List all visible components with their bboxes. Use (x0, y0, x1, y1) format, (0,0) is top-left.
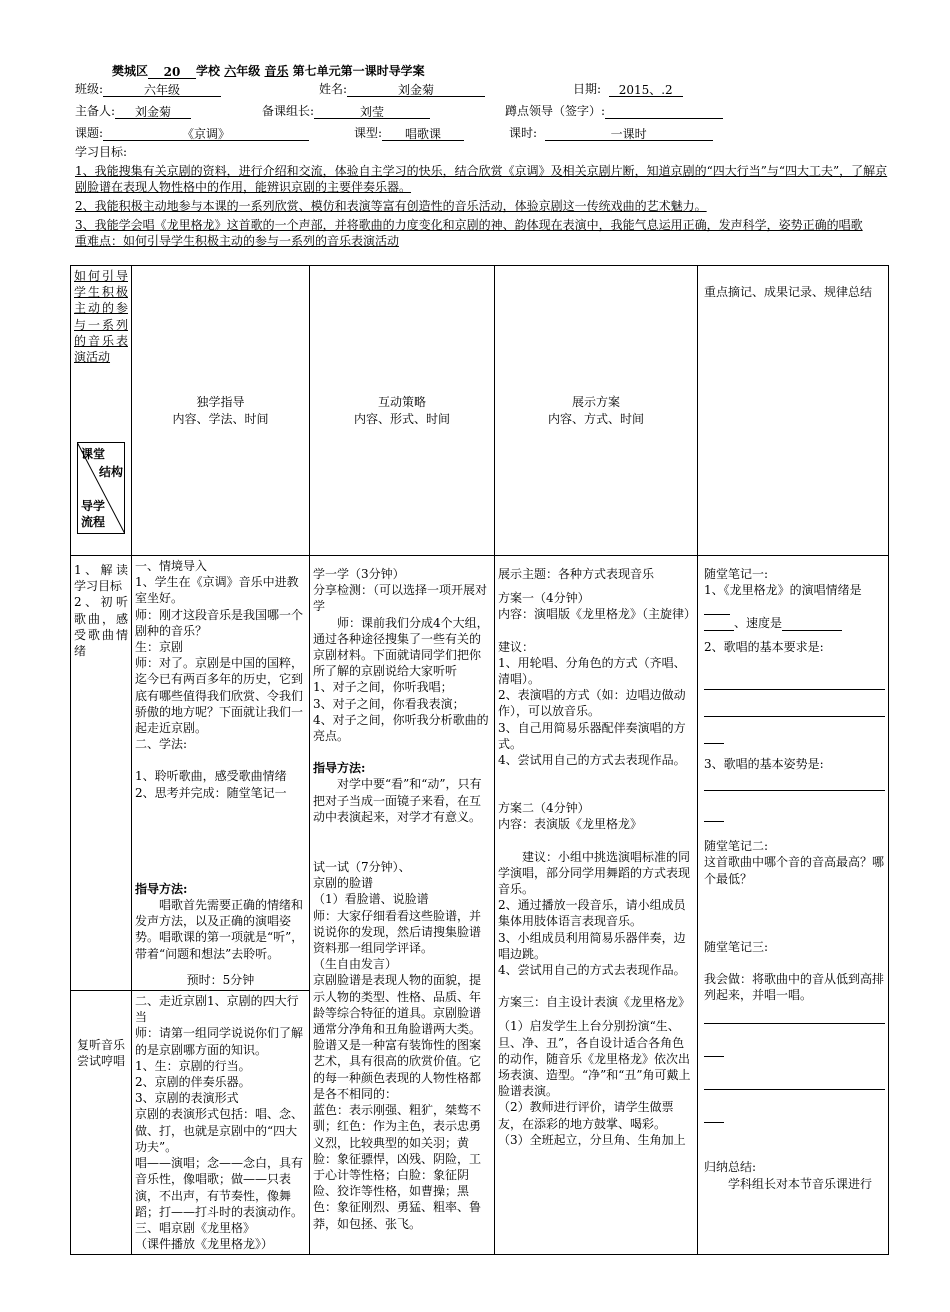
list-item: （生自由发言） (313, 957, 398, 972)
list-item: 4、尝试用自己的方式去表现作品。 (498, 753, 686, 768)
learning-objectives (75, 144, 895, 249)
self-study-subtitle: 内容、学法、时间 (172, 411, 269, 426)
presentation-list-a (498, 566, 697, 768)
notes-header-text: 重点摘记、成果记录、规律总结 (704, 285, 873, 299)
document-title (112, 63, 425, 79)
list-item: （1）启发学生上台分别扮演“生、旦、净、丑”，各自设计适合各角色的动作，随音乐《龙里格龙》依次出场表演、造型。“净”和“丑”角可戴上脸谱表演。 (498, 1019, 691, 1099)
interaction-list-b (313, 859, 491, 1232)
supervisor-label: 蹲点领导（签字）: (505, 104, 606, 118)
presentation-list-b (498, 800, 694, 1148)
class-label: 班级: (75, 82, 104, 96)
list-item: 3、小组成员利用简易乐器伴奏，边唱边跳。 (498, 930, 686, 961)
list-item: 3、自己用简易乐器配伴奏演唱的方式。 (498, 720, 686, 751)
corner-text: 如何引导学生积极主动的参与一系列的音乐表演活动 (74, 269, 128, 365)
answer-line[interactable] (704, 1042, 724, 1057)
list-item: 2、京剧的伴奏乐器。 (135, 1075, 251, 1090)
list-item: 二、走近京剧1、京剧的四大行当 (135, 994, 299, 1025)
unit-title: 第七单元第一课时导学案 (292, 64, 425, 78)
summary-text: 学科组长对本节音乐课进行 (728, 1176, 873, 1191)
list-item: 3、京剧的表演形式 (135, 1091, 239, 1106)
preparer-value: 刘金菊 (115, 104, 191, 119)
title-prefix: 樊城区 (112, 64, 149, 78)
list-item: 师：请第一组同学说说你们了解的是京剧哪方面的知识。 (135, 1026, 304, 1057)
row-2-label: 复听音乐尝试哼唱 (71, 991, 132, 1255)
answer-line[interactable] (704, 1009, 885, 1024)
corner-cell (71, 266, 132, 556)
answer-blank[interactable] (782, 616, 842, 631)
list-item: 1、生：京剧的行当。 (135, 1058, 251, 1073)
list-item (498, 582, 694, 590)
list-item: 2、表演唱的方式（如：边唱边做动作），可以放音乐。 (498, 688, 686, 719)
header-presentation (495, 266, 698, 556)
school-number: 20 (148, 64, 196, 79)
self-study-cell-1 (132, 556, 310, 991)
list-item: 内容：演唱版《龙里格龙》（主旋律） (498, 607, 697, 622)
list-item (135, 752, 306, 768)
name-value: 刘金菊 (347, 82, 485, 97)
hours-label: 课时: (509, 126, 538, 140)
type-label: 课型: (354, 126, 383, 140)
subject: 音乐 (264, 64, 289, 78)
corner-diagonal-box (77, 442, 125, 534)
note-1-question-2: 2、歌唱的基本要求是: (704, 639, 824, 654)
list-item: 一、情境导入 (135, 559, 208, 573)
note-1-question-3: 3、歌唱的基本姿势是: (704, 757, 824, 772)
interaction-list-a (313, 566, 491, 744)
list-item: 4、尝试用自己的方式去表现作品。 (498, 963, 686, 978)
interaction-title: 互动策略 (377, 395, 426, 410)
date-label: 日期: (573, 82, 602, 96)
supervisor-field (505, 103, 723, 119)
list-item: 内容：表演版《龙里格龙》 (498, 817, 643, 832)
hours-value: 一课时 (545, 126, 713, 141)
note-3-question: 我会做：将歌曲中的音从低到高排列起来，并唱一唱。 (704, 972, 885, 1003)
list-item: （1）看脸谱、说脸谱 (313, 892, 429, 907)
list-item (498, 833, 694, 849)
list-item: 3、对子之间，你看我表演； (313, 696, 465, 711)
list-item: 三、唱京剧《龙里格》 (135, 1220, 256, 1235)
list-item: 师：对了。京剧是中国的国粹，迄今已有两百多年的历史，它到底有哪些值得我们欣赏、令我们骄傲的地方呢？下面就让我们一起走近京剧。 (135, 656, 304, 736)
leader-label: 备课组长: (262, 104, 315, 118)
answer-line[interactable] (704, 675, 885, 690)
list-item: 展示主题：各种方式表现音乐 (498, 567, 655, 581)
presentation-subtitle: 内容、方式、时间 (547, 411, 644, 426)
date-field (573, 81, 683, 97)
note-1-label: 随堂笔记一: (704, 567, 769, 581)
interaction-guide-label: 指导方法: (313, 761, 366, 776)
list-item: 方案一（4分钟） (498, 591, 590, 606)
list-item: 二、学法: (135, 737, 188, 752)
note-2-label: 随堂笔记二: (704, 839, 769, 854)
list-item: 学一学（3分钟） (313, 567, 405, 581)
list-item: 1、用轮唱、分角色的方式（齐唱、清唱）。 (498, 655, 686, 687)
objective-3: 3、我能学会唱《龙里格龙》这首歌的一个声部，并将歌曲的力度变化和京剧的神、韵体现在表演中，我能气息运用正确，发声科学，姿势正确的唱歌 (75, 218, 863, 232)
topic-label: 课题: (75, 126, 104, 140)
supervisor-signature-line[interactable] (605, 104, 723, 119)
lesson-plan-table (70, 265, 889, 1255)
self-study-cell-2 (132, 991, 310, 1255)
list-item: 生：京剧 (135, 640, 184, 655)
leader-value: 刘莹 (314, 104, 430, 119)
row-1-label: 1、解读学习目标 2、初听歌曲，感受歌曲情绪 (71, 556, 132, 991)
interaction-cell (310, 556, 495, 1255)
corner-bottom-label-2: 流程 (81, 515, 106, 529)
answer-blank[interactable] (704, 600, 730, 615)
note-1-q1-text: 1、《龙里格龙》的演唱情绪是 (704, 583, 862, 598)
answer-line[interactable] (704, 776, 885, 791)
name-label: 姓名: (319, 82, 348, 96)
answer-line[interactable] (704, 702, 885, 717)
self-study-time: 预时：5分钟 (186, 972, 255, 987)
note-1-question-1 (704, 582, 885, 614)
answer-line[interactable] (704, 807, 724, 822)
corner-bottom-label-1: 导学 (81, 499, 106, 513)
list-item: （3）全班起立，分旦角、生角加上 (498, 1132, 686, 1147)
list-item: 试一试（7分钟）、 (313, 860, 411, 875)
list-item: 方案二（4分钟） (498, 801, 590, 816)
note-2-question: 这首歌曲中哪个音的音高最高？哪个最低？ (704, 855, 885, 886)
list-item: 京剧的表演形式包括：唱、念、做、打，也就是京剧中的“四大功夫”。 (135, 1107, 304, 1154)
leader-field (262, 103, 430, 119)
objective-1: 1、我能搜集有关京剧的资料，进行介绍和交流，体验自主学习的快乐，结合欣赏《京调》及相关京剧片断，知道京剧的“四大行当”与“四大工夫”，了解京剧脸谱在表现人物性格中的作用，能辨识京剧的主要伴奏乐器。 (75, 164, 888, 194)
list-item (498, 978, 694, 994)
interaction-guide-text: 对学中要“看”和“动”，只有把对子当成一面镜子来看，在互动中表演起来，对学才有意义。 (313, 777, 482, 824)
topic-field (75, 125, 309, 141)
interaction-subtitle: 内容、形式、时间 (353, 411, 450, 426)
list-item: 京剧的脸谱 (313, 876, 374, 891)
hours-field (509, 125, 713, 141)
answer-line[interactable] (704, 729, 724, 744)
corner-top-label: 课堂 (81, 447, 106, 461)
list-item: 建议： (498, 639, 535, 654)
note-1-q1b-text: 、速度是 (734, 615, 783, 630)
list-item: 师：大家仔细看看这些脸谱，并说说你的发现，然后请搜集脸谱资料那一组同学评译。 (313, 908, 482, 956)
list-item: 京剧脸谱是表现人物的面貌，提示人物的类型、性格、品质、年龄等综合特征的道具。京剧脸谱通常分净角和丑角脸谱两大类。脸谱又是一种富有装饰性的图案艺术，具有很高的欣赏价值。它的每一种颜色表现的人物性格都是各不相同的： (313, 973, 482, 1101)
note-1-question-1-b (704, 615, 885, 631)
list-item: 方案三：自主设计表演《龙里格龙》 (498, 995, 691, 1010)
school-word: 学校 (196, 64, 221, 78)
header-interaction (310, 266, 495, 556)
date-value: 2015、.2 (609, 82, 683, 97)
key-difficulty: 重难点：如何引导学生积极主动的参与一系列的音乐表演活动 (75, 234, 400, 248)
self-study-title: 独学指导 (196, 395, 245, 410)
self-study-list-a (135, 558, 306, 801)
preparer-field (75, 103, 191, 119)
self-study-guide-text: 唱歌首先需要正确的情绪和发声方法，以及正确的演唱姿势。唱歌课的第一项就是“听”，带着“问题和想法”去聆听。 (135, 898, 304, 961)
answer-line[interactable] (704, 1075, 885, 1090)
preparer-label: 主备人: (75, 104, 116, 118)
notes-cell (698, 556, 889, 1255)
list-item: 1、学生在《京调》音乐中进教室坐好。 (135, 575, 299, 606)
list-item: 蓝色：表示刚强、粗犷，桀骜不驯；红色：作为主色，表示忠勇义烈，比较典型的如关羽；黄脸：象征骠悍，凶残、阴险，工于心计等性格；白脸：象征阴险、狡诈等性格，如曹操；黑色：象征刚烈、勇猛、粗率、鲁莽，如包拯、张飞。 (313, 1103, 482, 1231)
grade-number: 六 (224, 64, 237, 78)
list-item: 师：课前我们分成4个大组，通过各种途径搜集了一些有关的京剧材料。下面就请同学们把你所了解的京剧说给大家听听 (313, 615, 489, 679)
list-item: 建议：小组中挑选演唱标准的同学演唱，部分同学用舞蹈的方式表现音乐。 (498, 849, 691, 897)
objectives-label: 学习目标: (75, 145, 128, 159)
list-item: 2、通过播放一段音乐，请小组成员集体用肢体语言表现音乐。 (498, 898, 686, 929)
list-item: 分享检测：（可以选择一项开展对学 (313, 583, 488, 614)
header-self-study (132, 266, 310, 556)
objective-2: 2、我能积极主动地参与本课的一系列欣赏、模仿和表演等富有创造性的音乐活动，体验京剧这一传统戏曲的艺术魅力。 (75, 199, 707, 213)
list-item (498, 623, 694, 639)
list-item: 唱——演唱；念——念白，具有音乐性，像唱歌；做——只表演，不出声，有节奏性，像舞蹈；打——打斗时的表演动作。 (135, 1156, 304, 1219)
list-item: 师：刚才这段音乐是我国哪一个剧种的音乐？ (135, 607, 304, 638)
name-field (319, 81, 485, 97)
grade-word: 年级 (236, 64, 261, 78)
list-item: （2）教师进行评价，请学生做票友，在添彩的地方鼓掌、喝彩。 (498, 1100, 674, 1131)
list-item: （课件播放《龙里格龙》） (135, 1237, 274, 1252)
presentation-cell (495, 556, 698, 1255)
class-field (75, 81, 221, 97)
list-item: 1、对子之间，你听我唱； (313, 680, 453, 695)
answer-line[interactable] (704, 1108, 724, 1123)
summary-label: 归纳总结: (704, 1160, 757, 1175)
list-item (498, 1010, 694, 1018)
type-field (354, 125, 464, 141)
type-value: 唱歌课 (382, 126, 464, 141)
list-item: 2、思考并完成：随堂笔记一 (135, 785, 287, 800)
note-3-label: 随堂笔记三: (704, 939, 769, 954)
list-item: 4、对子之间，你听我分析歌曲的亮点。 (313, 712, 489, 744)
topic-value: 《京调》 (103, 126, 309, 141)
class-value: 六年级 (103, 82, 221, 97)
self-study-guide-label: 指导方法: (135, 881, 188, 896)
corner-mid-label: 结构 (99, 465, 124, 479)
list-item: 1、聆听歌曲，感受歌曲情绪 (135, 769, 287, 784)
header-notes (698, 266, 889, 556)
answer-blank[interactable] (704, 616, 734, 631)
presentation-title: 展示方案 (571, 395, 620, 410)
